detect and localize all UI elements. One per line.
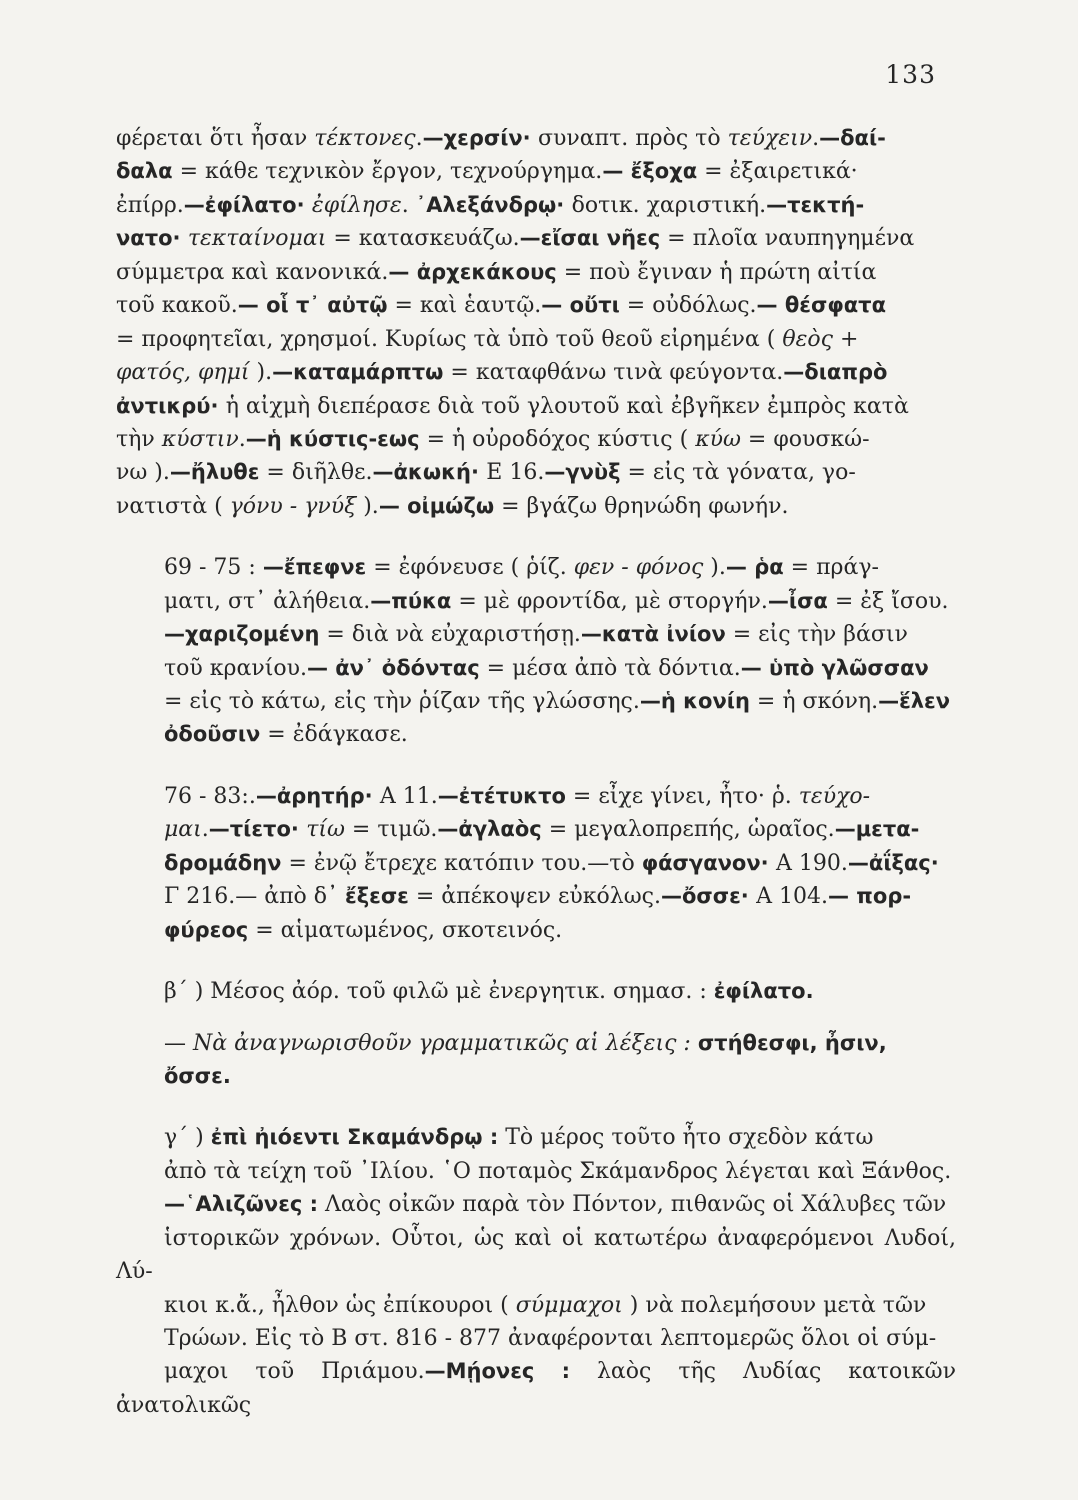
gloss-text: = φουσκώ- [740, 426, 870, 452]
headword: —κατὰ ἰνίον [580, 622, 726, 647]
italic-text: τέκτονες [314, 126, 416, 151]
italic-text: φατός, φημί [116, 360, 250, 386]
gloss-text: . [201, 817, 209, 843]
text-line [116, 456, 956, 489]
gloss-text: = αἱματωμένος, σκοτεινός. [248, 917, 563, 943]
headword: —ἐφίλατο· [183, 192, 312, 217]
italic-text: γόνυ - γνύξ [229, 493, 357, 519]
headword: —ἕλεν [878, 689, 951, 713]
headword: —χαριζομένη [164, 622, 320, 647]
text-line [116, 847, 956, 880]
headword: —ἡ κύστις-εως [245, 426, 420, 451]
headword: —πύκα [370, 588, 452, 613]
gloss-text: ) νὰ πολεμήσουν μετὰ τῶν [622, 1292, 927, 1318]
headword: —ἀγλαὸς [437, 817, 542, 842]
gloss-text: = ἐδάγκασε. [260, 722, 408, 748]
text-line [116, 256, 956, 289]
text-line [116, 1289, 956, 1322]
text-line [116, 1060, 956, 1093]
text-line [116, 551, 956, 584]
text-line [116, 1027, 956, 1060]
gloss-text: . [812, 126, 820, 151]
headword: —ἔπεφνε [262, 555, 367, 580]
headword: ὄσσε. [164, 1063, 231, 1088]
gloss-text: = ἡ οὐροδόχος κύστις ( [419, 426, 696, 452]
headword: —εἴσαι νῆες [519, 226, 661, 251]
gloss-text: = ἡ σκόνη. [749, 689, 879, 714]
headword: —῾Αλιζῶνες : [164, 1192, 319, 1217]
gloss-text: Α 190. [775, 850, 848, 876]
headword: —μετα- [834, 817, 920, 842]
gloss-text: ἀπὸ τὰ τείχη τοῦ ᾿Ιλίου. ῾Ο ποταμὸς Σκάμανδρος λέγεται καὶ Ξάνθος. [164, 1158, 952, 1184]
headword: ᾿Αλεξάνδρῳ· [415, 192, 572, 217]
text-line [116, 222, 956, 255]
gloss-text: = εἰς τὰ γόνατα, γο- [620, 460, 856, 486]
headword: —τίετο· [208, 817, 307, 842]
gloss-text: β΄ ) Μέσος ἀόρ. τοῦ φιλῶ μὲ ἐνεργητικ. σημασ. : [164, 979, 714, 1005]
text-line [116, 189, 956, 222]
gloss-text: = ἐφόνευσε ( ῥίζ. [366, 555, 574, 581]
text-line [116, 122, 956, 155]
headword: —ἀΐξας· [847, 850, 939, 875]
gloss-text: = καὶ ἑαυτῷ. [387, 293, 542, 319]
gloss-text [691, 1031, 698, 1056]
gloss-text: νατιστὰ ( [116, 493, 230, 519]
gloss-text: = ἀπέκοψεν εὐκόλως. [408, 884, 661, 910]
page-number: 133 [885, 60, 936, 89]
gloss-text: = μέσα ἀπὸ τὰ δόντια. [479, 655, 741, 681]
italic-text: σύμμαχοι [515, 1292, 623, 1318]
gloss-text: ἐπίρρ. [116, 192, 184, 218]
gloss-text: = τιμῶ. [344, 817, 438, 843]
italic-text: ἐφίλησε [311, 192, 402, 218]
headword: ὀδοῦσιν [164, 722, 261, 747]
text-line [116, 323, 956, 356]
headword: — ἔξοχα [602, 159, 698, 184]
text-line [116, 618, 956, 651]
gloss-text: φέρεται ὅτι ἦσαν [116, 126, 315, 151]
gloss-text: = ἐξαιρετικά· [697, 159, 858, 185]
headword: —ἀρητήρ· [255, 783, 380, 808]
headword: ἔξεσε [345, 884, 409, 909]
gloss-text: νω ). [116, 460, 170, 486]
gloss-text: = εἰς τὴν βάσιν [725, 622, 908, 648]
text-line [116, 813, 956, 846]
gloss-text: = προφητεῖαι, χρησμοί. Κυρίως τὰ ὑπὸ τοῦ θεοῦ εἰρημένα ( [116, 326, 783, 352]
headword: ἐφίλατο. [713, 979, 814, 1004]
gloss-text: = εἰς τὸ κάτω, εἰς τὴν ῥίζαν τῆς γλώσσης. [164, 689, 640, 714]
italic-text: τεύχειν [727, 126, 813, 151]
gloss-text: 69 - 75 : [164, 555, 263, 581]
gloss-text: συναπτ. πρὸς τὸ [537, 126, 728, 151]
commentary-text [116, 122, 956, 1422]
gloss-text: = διῆλθε. [259, 460, 373, 486]
gloss-text: Λαὸς οἰκῶν παρὰ τὸν Πόντον, πιθανῶς οἱ Χάλυβες τῶν [318, 1192, 947, 1218]
headword: —καταμάρπτω [272, 360, 444, 385]
italic-text: μαι [164, 817, 202, 843]
headword: —ἐτέτυκτο [437, 783, 566, 808]
italic-text: κύω [695, 426, 741, 452]
text-line [116, 914, 956, 947]
headword: νατο· [116, 226, 188, 251]
gloss-text: = πράγ- [783, 555, 879, 581]
text-line [116, 652, 956, 685]
text-line [116, 880, 956, 913]
gloss-text: Α 104. [756, 884, 828, 910]
headword: — ῥα [725, 555, 784, 580]
text-line [116, 780, 956, 813]
gloss-text: . [238, 426, 246, 452]
gloss-text: Ε 16. [486, 460, 545, 486]
text-line [116, 1222, 956, 1289]
headword: —ἤλυθε [169, 460, 260, 485]
gloss-text: . [415, 126, 423, 151]
gloss-text: = διὰ νὰ εὐχαριστήσῃ. [319, 622, 581, 648]
gloss-text: = εἶχε γίνει, ἦτο· ῥ. [565, 783, 799, 809]
headword: — ἀν᾿ ὀδόντας [306, 655, 480, 680]
gloss-text: = μεγαλοπρεπής, ὡραῖος. [541, 817, 835, 843]
gloss-text: 76 - 83:. [164, 783, 256, 809]
headword: — ὑπὸ γλῶσσαν [740, 655, 929, 680]
italic-text: Νὰ ἀναγνωρισθοῦν γραμματικῶς αἱ λέξεις : [193, 1030, 691, 1056]
gloss-text: ). [356, 493, 379, 519]
gloss-text: = ἐνῷ ἔτρεχε κατόπιν του.—τὸ [281, 850, 642, 876]
paragraph-beta-middle-aorist [116, 975, 956, 1008]
text-line [116, 289, 956, 322]
gloss-text: = οὐδόλως. [619, 293, 757, 319]
headword: —ὄσσε· [660, 884, 757, 909]
headword: — οὔτι [541, 293, 620, 318]
gloss-text: = κατασκευάζω. [326, 226, 520, 252]
gloss-text: σύμμετρα καὶ κανονικά. [116, 259, 389, 285]
paragraph-lines-60-68 [116, 122, 956, 523]
gloss-text: . [401, 192, 416, 218]
gloss-text: δοτικ. χαριστική. [571, 192, 767, 218]
text-line [116, 1155, 956, 1188]
headword: — οἷ τ᾿ αὐτῷ [237, 293, 388, 318]
headword: — ἀρχεκάκους [388, 259, 557, 284]
headword: δρομάδην [164, 850, 282, 875]
paragraph-lines-69-75 [116, 551, 956, 752]
headword: —διαπρὸ [783, 360, 888, 385]
headword: φάσγανον· [641, 850, 776, 875]
headword: —τεκτή- [766, 192, 865, 217]
paragraph-gamma-skamandros [116, 1121, 956, 1422]
italic-text: τίω [306, 817, 345, 843]
gloss-text: = κάθε τεχνικὸν ἔργον, τεχνούργημα. [172, 159, 603, 185]
headword: —ἶσα [767, 588, 828, 613]
gloss-text: Γ 216.— ἀπὸ δ᾿ [164, 884, 346, 910]
text-line [116, 390, 956, 423]
text-line [116, 685, 956, 718]
text-line [116, 718, 956, 751]
gloss-text: = ποὺ ἔγιναν ἡ πρώτη αἰτία [556, 259, 877, 285]
text-line [116, 423, 956, 456]
headword: φύρεος [164, 917, 249, 942]
text-line [116, 975, 956, 1008]
headword: —Μῄονες : [424, 1359, 571, 1384]
headword: — θέσφατα [756, 293, 886, 318]
gloss-text: = πλοῖα ναυπηγημένα [660, 226, 915, 252]
gloss-text: τὴν [116, 426, 162, 452]
text-line [116, 585, 956, 618]
text-line [116, 490, 956, 523]
gloss-text: ἱστορικῶν χρόνων. Οὗτοι, ὡς καὶ οἱ κατωτέρω ἀναφερόμενοι Λυδοί, Λύ- [116, 1225, 956, 1285]
headword: — πορ- [827, 884, 912, 909]
text-line [116, 1188, 956, 1221]
headword: —δαί- [819, 126, 886, 150]
text-line [116, 356, 956, 389]
text-line [116, 155, 956, 188]
gloss-text: — [164, 1030, 193, 1056]
headword: ἐπὶ ἠιόεντι Σκαμάνδρῳ : [210, 1125, 499, 1150]
paragraph-lines-76-83 [116, 780, 956, 947]
gloss-text: Α 11. [379, 783, 438, 809]
gloss-text: τοῦ κακοῦ. [116, 293, 238, 319]
gloss-text: ). [249, 360, 273, 386]
text-line [116, 1121, 956, 1154]
gloss-text: μαχοι τοῦ Πριάμου. [164, 1359, 425, 1385]
gloss-text: = βγάζω θρηνώδη φωνήν. [494, 493, 789, 519]
italic-text: τεύχο- [798, 783, 871, 809]
headword: — οἰμώζω [378, 493, 495, 518]
headword: στήθεσφι, ἦσιν, [697, 1030, 887, 1055]
text-line [116, 1355, 956, 1422]
text-line [116, 1322, 956, 1355]
headword: —γνὺξ [544, 460, 621, 485]
gloss-text: ). [703, 555, 726, 581]
headword: —χερσίν· [422, 126, 538, 150]
gloss-text: τοῦ κρανίου. [164, 655, 307, 681]
gloss-text: = καταφθάνω τινὰ φεύγοντα. [443, 360, 784, 386]
headword: —ἡ κονίη [639, 689, 750, 713]
gloss-text: ἡ αἰχμὴ διεπέρασε διὰ τοῦ γλουτοῦ καὶ ἐβγῆκεν ἐμπρὸς κατὰ [225, 393, 909, 419]
gloss-text: Τρώων. Εἰς τὸ Β στ. 816 - 877 ἀναφέρονται λεπτομερῶς ὅλοι οἱ σύμ- [164, 1326, 937, 1351]
gloss-text: = μὲ φροντίδα, μὲ στοργήν. [451, 588, 768, 614]
gloss-text: Τὸ μέρος τοῦτο ἦτο σχεδὸν κάτω [498, 1125, 874, 1151]
italic-text: τεκταίνομαι [187, 226, 327, 252]
italic-text: φεν - φόνος [573, 555, 704, 581]
italic-text: θεὸς + [782, 326, 859, 352]
italic-text: κύστιν [161, 426, 239, 452]
gloss-text: ματι, στ᾿ ἀλήθεια. [164, 588, 371, 614]
gloss-text: λαὸς τῆς Λυδίας κατοικῶν ἀνατολικῶς [116, 1359, 956, 1418]
headword: δαλα [116, 159, 173, 184]
headword: —ἀκωκή· [372, 460, 487, 485]
paragraph-grammar-exercise [116, 1027, 956, 1094]
gloss-text: γ΄ ) [164, 1125, 211, 1151]
gloss-text: = ἐξ ἴσου. [827, 588, 949, 614]
gloss-text: κιοι κ.ἄ., ἦλθον ὡς ἐπίκουροι ( [164, 1292, 516, 1318]
headword: ἀντικρύ· [116, 393, 226, 418]
